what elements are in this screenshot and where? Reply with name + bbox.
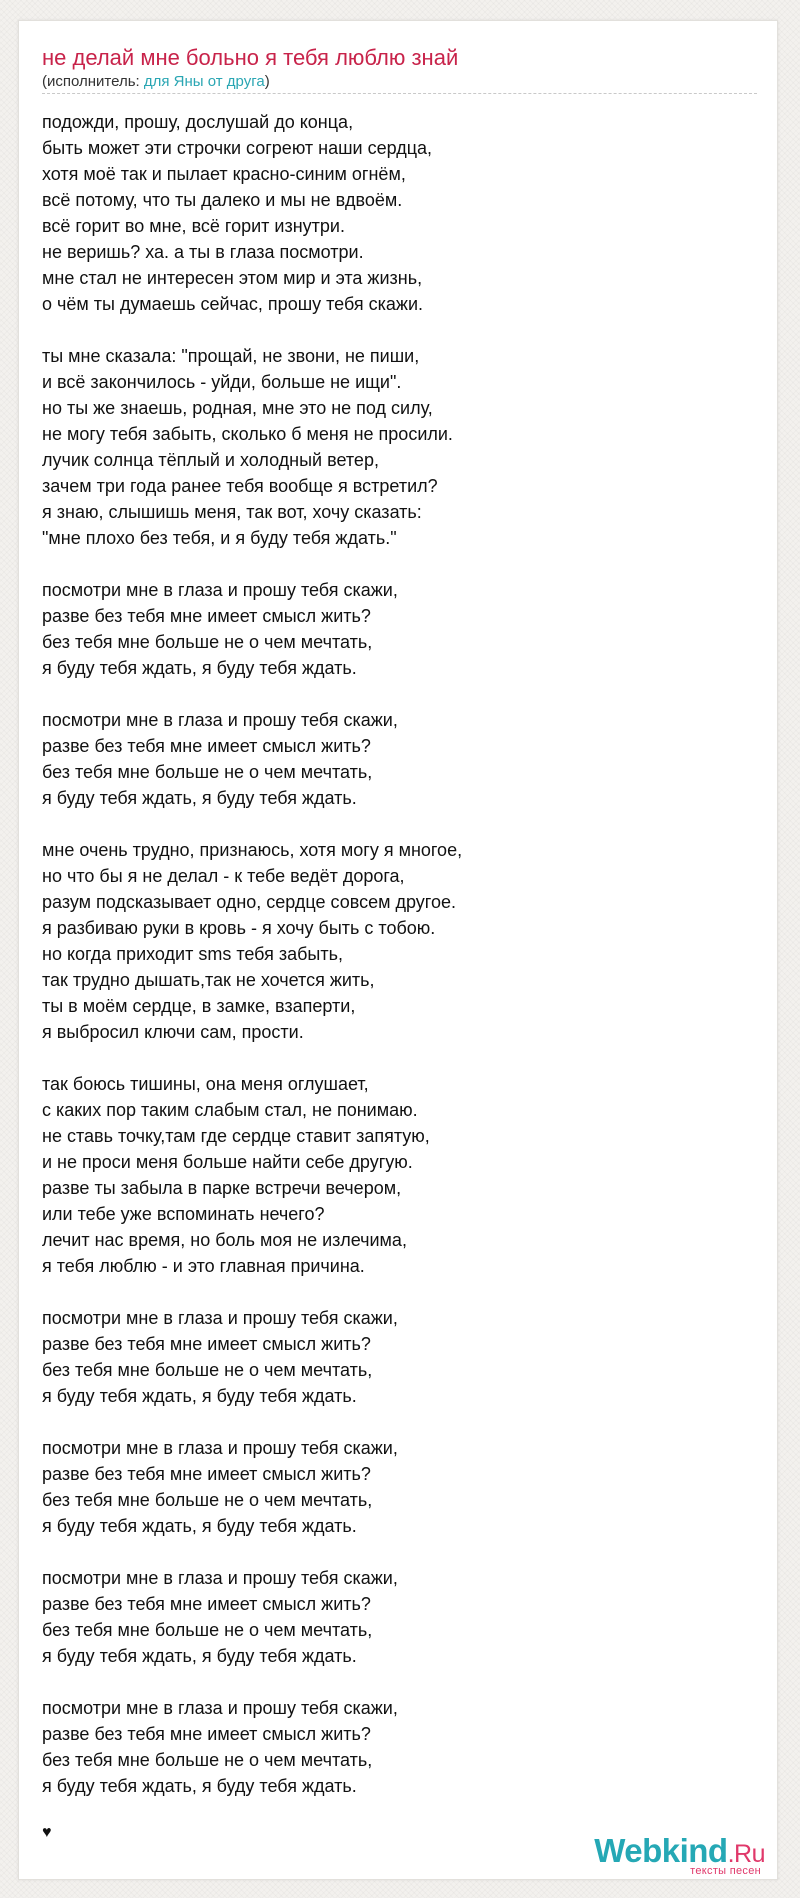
lyrics-stanza — [42, 577, 742, 681]
lyrics-line: разве без тебя мне имеет смысл жить? — [42, 1594, 371, 1614]
lyrics-line: посмотри мне в глаза и прошу тебя скажи, — [42, 1698, 398, 1718]
lyrics-line: всё потому, что ты далеко и мы не вдвоём. — [42, 190, 403, 210]
lyrics-stanza — [42, 1071, 742, 1279]
lyrics-line: я буду тебя ждать, я буду тебя ждать. — [42, 1516, 357, 1536]
lyrics-line: разве ты забыла в парке встречи вечером, — [42, 1178, 402, 1198]
lyrics-line: лечит нас время, но боль моя не излечима, — [42, 1230, 407, 1250]
lyrics-line: я буду тебя ждать, я буду тебя ждать. — [42, 1776, 357, 1796]
lyrics-line: посмотри мне в глаза и прошу тебя скажи, — [42, 710, 398, 730]
lyrics-line: так боюсь тишины, она меня оглушает, — [42, 1074, 369, 1094]
lyrics-line: без тебя мне больше не о чем мечтать, — [42, 762, 373, 782]
lyrics-card — [18, 20, 778, 1880]
artist-suffix: ) — [264, 73, 270, 90]
lyrics-line: но что бы я не делал - к тебе ведёт дорога, — [42, 866, 405, 886]
lyrics-line: хотя моё так и пылает красно-синим огнём, — [42, 164, 406, 184]
lyrics-line: я буду тебя ждать, я буду тебя ждать. — [42, 1386, 357, 1406]
lyrics-line: не веришь? ха. а ты в глаза посмотри. — [42, 242, 364, 262]
lyrics-stanza — [42, 1695, 742, 1799]
heart-icon: ♥ — [42, 1824, 52, 1841]
lyrics-stanza — [42, 109, 742, 317]
lyrics-text — [42, 109, 742, 1825]
site-logo[interactable] — [555, 1831, 765, 1877]
lyrics-stanza — [42, 1435, 742, 1539]
lyrics-line: я буду тебя ждать, я буду тебя ждать. — [42, 788, 357, 808]
lyrics-line: "мне плохо без тебя, и я буду тебя ждать." — [42, 528, 397, 548]
title-divider — [42, 93, 757, 94]
lyrics-line: лучик солнца тёплый и холодный ветер, — [42, 450, 379, 470]
lyrics-line: разум подсказывает одно, сердце совсем другое. — [42, 892, 456, 912]
lyrics-line: я знаю, слышишь меня, так вот, хочу сказать: — [42, 502, 422, 522]
lyrics-line: всё горит во мне, всё горит изнутри. — [42, 216, 345, 236]
lyrics-line: посмотри мне в глаза и прошу тебя скажи, — [42, 1438, 398, 1458]
lyrics-line: я тебя люблю - и это главная причина. — [42, 1256, 365, 1276]
lyrics-line: разве без тебя мне имеет смысл жить? — [42, 606, 371, 626]
lyrics-line: разве без тебя мне имеет смысл жить? — [42, 1334, 371, 1354]
lyrics-line: посмотри мне в глаза и прошу тебя скажи, — [42, 1568, 398, 1588]
lyrics-line: и не проси меня больше найти себе другую. — [42, 1152, 413, 1172]
lyrics-line: мне стал не интересен этом мир и эта жизнь, — [42, 268, 423, 288]
logo-suffix: .Ru — [727, 1840, 765, 1868]
logo-name: Webkind — [594, 1832, 728, 1869]
lyrics-line: так трудно дышать,так не хочется жить, — [42, 970, 375, 990]
lyrics-line: я буду тебя ждать, я буду тебя ждать. — [42, 658, 357, 678]
lyrics-line: я разбиваю руки в кровь - я хочу быть с тобою. — [42, 918, 436, 938]
lyrics-line: посмотри мне в глаза и прошу тебя скажи, — [42, 1308, 398, 1328]
lyrics-line: без тебя мне больше не о чем мечтать, — [42, 632, 373, 652]
lyrics-line: посмотри мне в глаза и прошу тебя скажи, — [42, 580, 398, 600]
lyrics-line: разве без тебя мне имеет смысл жить? — [42, 1464, 371, 1484]
artist-prefix: (исполнитель: — [42, 73, 144, 90]
lyrics-line: разве без тебя мне имеет смысл жить? — [42, 1724, 371, 1744]
lyrics-line: без тебя мне больше не о чем мечтать, — [42, 1750, 373, 1770]
lyrics-line: я буду тебя ждать, я буду тебя ждать. — [42, 1646, 357, 1666]
lyrics-line: или тебе уже вспоминать нечего? — [42, 1204, 325, 1224]
artist-line — [42, 73, 270, 90]
lyrics-stanza — [42, 1305, 742, 1409]
lyrics-line: быть может эти строчки согреют наши сердца, — [42, 138, 433, 158]
artist-link[interactable]: для Яны от друга — [143, 73, 265, 90]
lyrics-line: подожди, прошу, дослушай до конца, — [42, 112, 354, 132]
logo-tagline: тексты песен — [690, 1865, 761, 1877]
lyrics-line: с каких пор таким слабым стал, не понимаю. — [42, 1100, 418, 1120]
lyrics-stanza — [42, 837, 742, 1045]
lyrics-line: мне очень трудно, признаюсь, хотя могу я многое, — [42, 840, 463, 860]
lyrics-line: я выбросил ключи сам, прости. — [42, 1022, 304, 1042]
lyrics-line: не ставь точку,там где сердце ставит запятую, — [42, 1126, 430, 1146]
lyrics-line: без тебя мне больше не о чем мечтать, — [42, 1620, 373, 1640]
lyrics-line: о чём ты думаешь сейчас, прошу тебя скажи. — [42, 294, 424, 314]
lyrics-line: ты в моём сердце, в замке, взаперти, — [42, 996, 356, 1016]
lyrics-line: разве без тебя мне имеет смысл жить? — [42, 736, 371, 756]
lyrics-line: но когда приходит sms тебя забыть, — [42, 944, 343, 964]
song-title: не делай мне больно я тебя люблю знай — [42, 45, 459, 70]
lyrics-line: зачем три года ранее тебя вообще я встретил? — [42, 476, 438, 496]
lyrics-stanza — [42, 1565, 742, 1669]
lyrics-line: и всё закончилось - уйди, больше не ищи". — [42, 372, 402, 392]
lyrics-stanza — [42, 343, 742, 551]
lyrics-stanza — [42, 707, 742, 811]
lyrics-line: не могу тебя забыть, сколько б меня не просили. — [42, 424, 453, 444]
lyrics-line: без тебя мне больше не о чем мечтать, — [42, 1360, 373, 1380]
lyrics-line: без тебя мне больше не о чем мечтать, — [42, 1490, 373, 1510]
lyrics-line: но ты же знаешь, родная, мне это не под силу, — [42, 398, 433, 418]
lyrics-line: ты мне сказала: "прощай, не звони, не пиши, — [42, 346, 420, 366]
